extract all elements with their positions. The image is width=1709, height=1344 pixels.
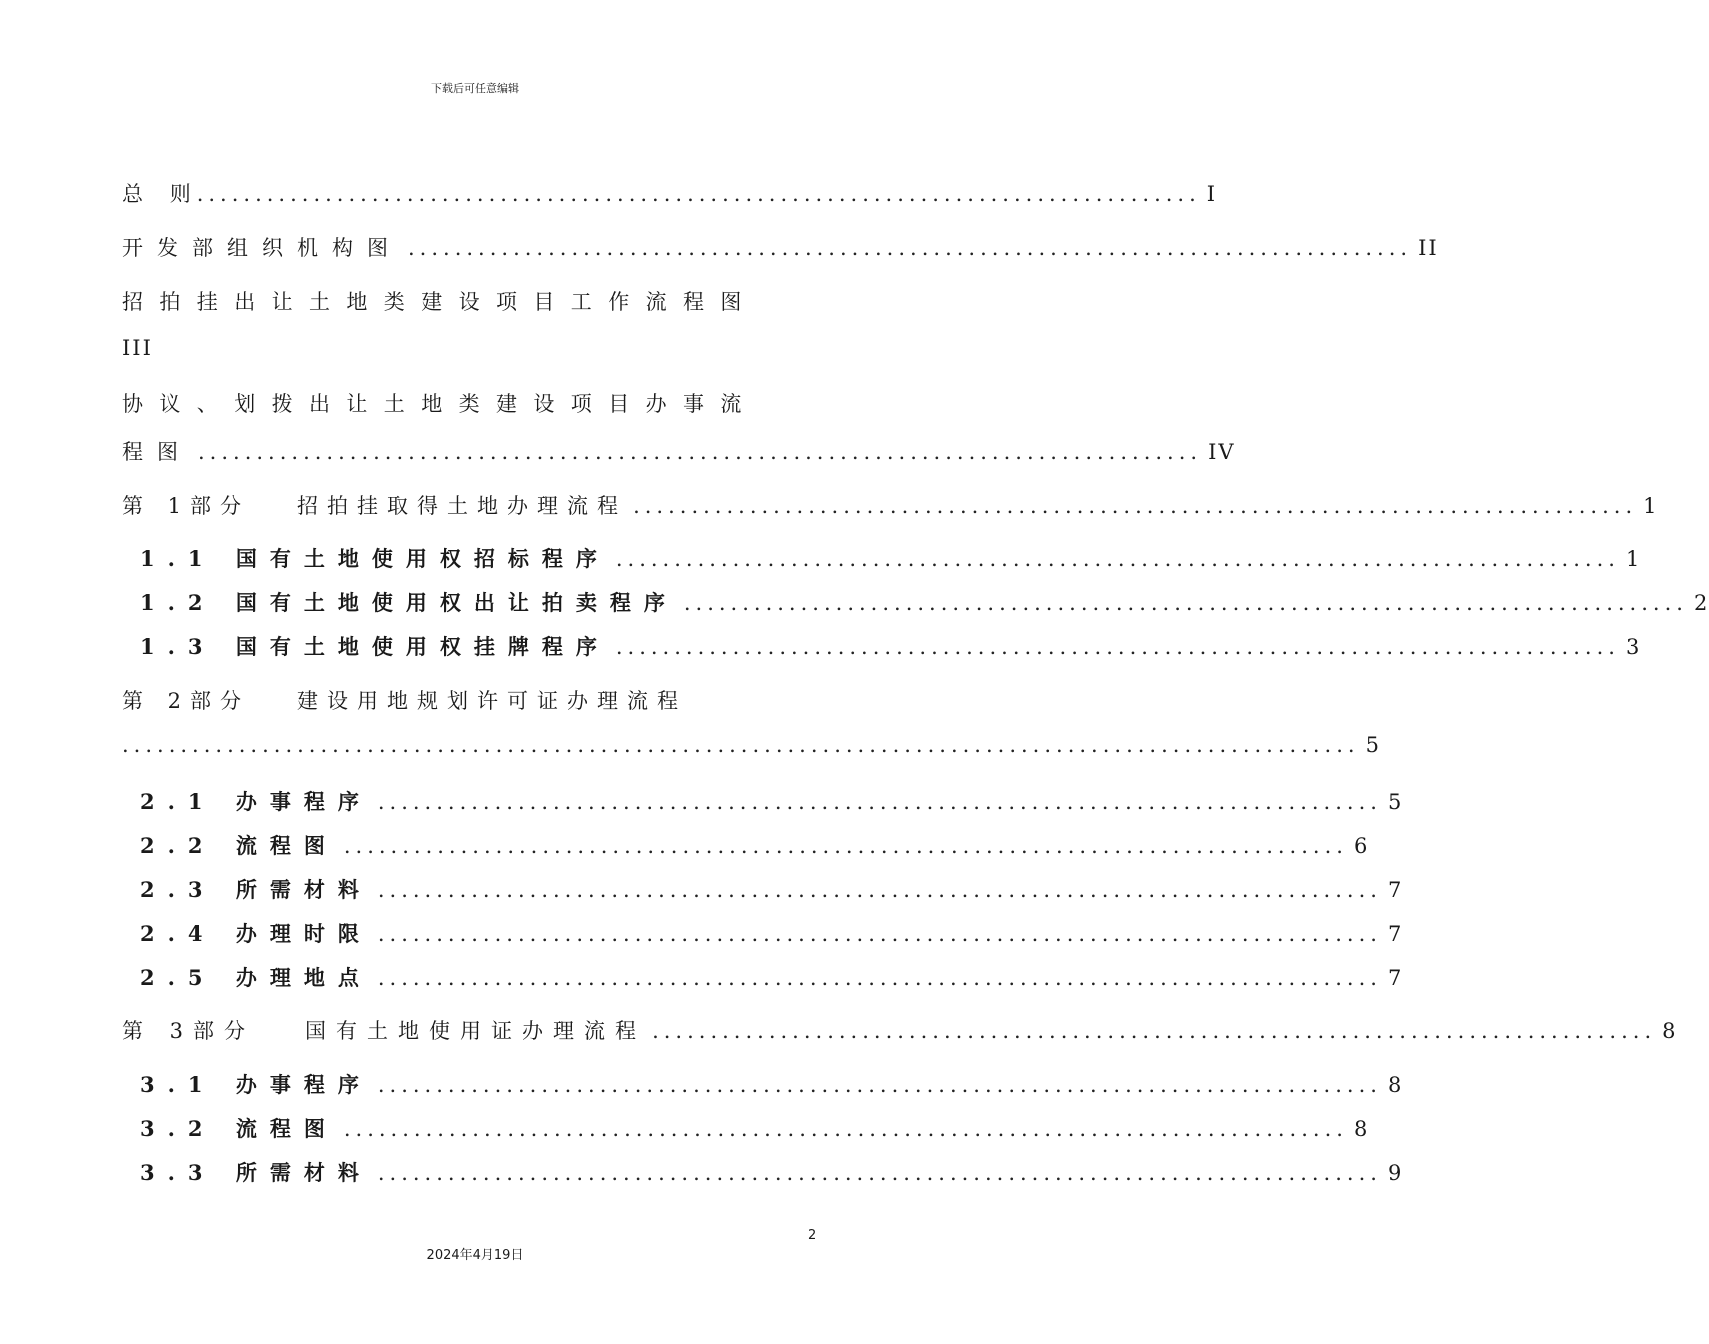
dot-leader: ......................................................................................: [377, 966, 1382, 990]
dot-leader: ......................................................................................: [377, 1073, 1382, 1097]
toc-page-number: 1: [1643, 494, 1659, 518]
toc-page-number: 1: [1625, 547, 1642, 571]
toc-entry-title: 1.2 国有土地使用权出让拍卖程序: [140, 590, 678, 615]
toc-entry-title: 程图: [122, 440, 192, 464]
toc-entry-2-3[interactable]: [140, 874, 1404, 904]
toc-entry-agreement-flow[interactable]: [122, 436, 1236, 466]
toc-page-number: 5: [1387, 790, 1404, 814]
page-header: 下载后可任意编辑: [431, 82, 519, 95]
toc-entry-general[interactable]: [122, 178, 1218, 208]
toc-entry-3-1[interactable]: [140, 1069, 1404, 1099]
toc-entry-title: 第 1部分 招拍挂取得土地办理流程: [122, 494, 628, 518]
toc-entry-title: 2.4 办理时限: [140, 921, 372, 946]
toc-entry-org-chart[interactable]: [122, 232, 1439, 262]
toc-entry-agreement-flow-title[interactable]: 协议、划拨出让土地类建设项目办事流: [122, 392, 758, 416]
toc-entry-3-3[interactable]: [140, 1157, 1404, 1187]
dot-leader: ......................................................................................: [652, 1019, 1657, 1043]
toc-entry-title: 3.3 所需材料: [140, 1160, 372, 1185]
toc-entry-part2-title[interactable]: 第 2部分 建设用地规划许可证办理流程: [122, 689, 688, 713]
dot-leader: ......................................................................................: [633, 494, 1638, 518]
toc-entry-title: 3.1 办事程序: [140, 1072, 372, 1097]
toc-page-number: 7: [1387, 966, 1404, 990]
toc-entry-title: 2.3 所需材料: [140, 877, 372, 902]
toc-entry-title: 2.5 办理地点: [140, 965, 372, 990]
dot-leader: ......................................................................................: [377, 1161, 1382, 1185]
dot-leader: ......................................................................................: [683, 591, 1688, 615]
toc-entry-title: 第 3部分 国有土地使用证办理流程: [122, 1019, 647, 1043]
toc-entry-title: 1.3 国有土地使用权挂牌程序: [140, 634, 610, 659]
toc-page-number: 8: [1662, 1019, 1678, 1043]
toc-entry-title: 总 则: [122, 182, 191, 206]
toc-page-number: 6: [1353, 834, 1370, 858]
toc-page-number: 7: [1387, 922, 1404, 946]
toc-entry-1-2[interactable]: [140, 587, 1709, 617]
dot-leader: ......................................................................................: [196, 182, 1201, 206]
dot-leader: ......................................................................................: [343, 1117, 1348, 1141]
dot-leader: ......................................................................................: [615, 635, 1620, 659]
dot-leader: ......................................................................................: [408, 236, 1413, 260]
toc-page-number: 2: [1693, 591, 1709, 615]
toc-page-number: 5: [1365, 733, 1381, 757]
toc-entry-part3[interactable]: [122, 1015, 1678, 1045]
dot-leader: ......................................................................................: [377, 790, 1382, 814]
toc-entry-1-1[interactable]: [140, 543, 1642, 573]
toc-entry-title: 3.2 流程图: [140, 1116, 338, 1141]
toc-page-number: 7: [1387, 878, 1404, 902]
dot-leader: ......................................................................................: [377, 922, 1382, 946]
toc-page-number: 9: [1387, 1161, 1404, 1185]
page-number: 2: [808, 1228, 817, 1243]
toc-entry-part1[interactable]: [122, 490, 1659, 520]
dot-leader: ......................................................................................: [343, 834, 1348, 858]
toc-entry-3-2[interactable]: [140, 1113, 1370, 1143]
toc-entry-auction-flow-page: III: [122, 336, 153, 360]
toc-entry-part2[interactable]: [122, 733, 1381, 757]
dot-leader: ......................................................................................: [198, 440, 1203, 464]
toc-page-number: 8: [1353, 1117, 1370, 1141]
toc-entry-1-3[interactable]: [140, 631, 1642, 661]
toc-page-number: 8: [1387, 1073, 1404, 1097]
toc-entry-auction-flow-title[interactable]: 招拍挂出让土地类建设项目工作流程图: [122, 290, 758, 314]
toc-page-number: IV: [1208, 440, 1236, 464]
toc-entry-2-5[interactable]: [140, 962, 1404, 992]
toc-page-number: 3: [1625, 635, 1642, 659]
dot-leader: ......................................................................................: [377, 878, 1382, 902]
dot-leader: ......................................................................................: [615, 547, 1620, 571]
toc-entry-title: 2.1 办事程序: [140, 789, 372, 814]
toc-entry-title: 开发部组织机构图: [122, 236, 402, 260]
dot-leader: ..........................................................................................................: [122, 733, 1360, 757]
toc-page-number: II: [1418, 236, 1439, 260]
footer-date: 2024年4月19日: [426, 1248, 524, 1263]
toc-entry-2-4[interactable]: [140, 918, 1404, 948]
toc-entry-title: 2.2 流程图: [140, 833, 338, 858]
toc-entry-2-1[interactable]: [140, 786, 1404, 816]
toc-entry-2-2[interactable]: [140, 830, 1370, 860]
toc-entry-title: 1.1 国有土地使用权招标程序: [140, 546, 610, 571]
toc-page-number: I: [1206, 182, 1218, 206]
